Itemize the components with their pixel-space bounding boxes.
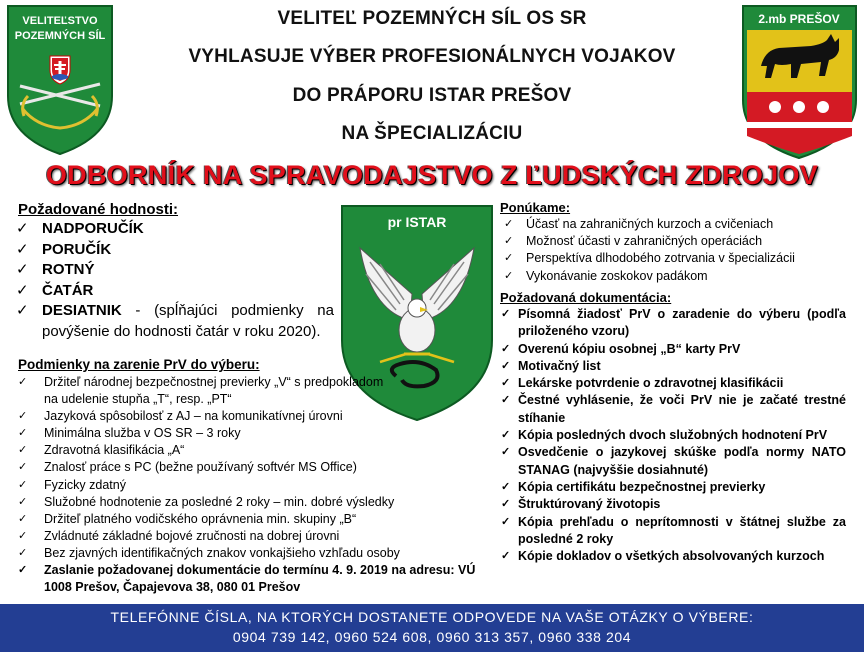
list-item: ✓ Osvedčenie o jazykovej skúške podľa normy NATO STANAG (najvyššie dosiahnuté) [501, 445, 846, 477]
checkmark-icon: ✓ [501, 515, 511, 528]
checkmark-icon: ✓ [504, 269, 514, 282]
emblem-left-line1: VELITEĽSTVO [22, 15, 98, 27]
list-item: ✓ Motivačný list [500, 358, 846, 375]
header-line-2: VYHLASUJE VÝBER PROFESIONÁLNYCH VOJAKOV [188, 46, 676, 67]
list-item: ✓ Minimálna služba v OS SR – 3 roky [18, 425, 488, 442]
ranks-title: Požadované hodnosti: [18, 201, 179, 218]
checkmark-icon: ✓ [16, 281, 29, 299]
list-item: ✓ Lekárske potvrdenie o zdravotnej klasifikácii [500, 375, 846, 392]
list-item: ✓ Držiteľ platného vodičského oprávnenia min. skupiny „B“ [18, 511, 488, 528]
header-line-1: VELITEĽ POZEMNÝCH SÍL OS SR [277, 8, 587, 29]
list-item: ✓ Možnosť účasti v zahraničných operáciách [500, 233, 850, 250]
list-item: ✓ Kópie dokladov o všetkých absolvovaných kurzoch [500, 548, 846, 565]
checkmark-icon: ✓ [18, 564, 28, 577]
list-item: ✓ Vykonávanie zoskokov padákom [500, 268, 850, 285]
deadline-item: ✓ Zaslanie požadovanej dokumentácie do termínu 4. 9. 2019 na adresu: VÚ 1008 Prešov, Čapajevova 38, 080 01 Prešov [18, 563, 476, 595]
list-item: ✓ Znalosť práce s PC (bežne používaný softvér MS Office) [18, 459, 488, 476]
checkmark-icon: ✓ [501, 550, 511, 563]
checkmark-icon: ✓ [16, 261, 29, 278]
emblem-right-label: 2.mb PREŠOV [758, 12, 840, 26]
header-line-3: DO PRÁPORU ISTAR PREŠOV [292, 85, 572, 106]
list-item: ✓ Overenú kópiu osobnej „B“ karty PrV [500, 341, 846, 358]
list-item: ✓ Držiteľ národnej bezpečnostnej previerky „V“ s predpokladom na udelenie stupňa „T“, resp. „PT“ [18, 375, 384, 407]
contact-footer [0, 604, 864, 652]
list-item: ✓ Kópia posledných dvoch služobných hodnotení PrV [500, 427, 846, 444]
ground-forces-emblem [6, 4, 114, 156]
checkmark-icon: ✓ [501, 359, 511, 372]
header-line-4: NA ŠPECIALIZÁCIU [341, 123, 523, 144]
list-item: ✓ Čestné vyhlásenie, že voči PrV nie je začaté trestné stíhanie [501, 393, 846, 425]
list-item: ✓ Perspektíva dlhodobého zotrvania v špecializácii [500, 250, 850, 267]
checkmark-icon: ✓ [18, 529, 28, 542]
list-item: ✓ Účasť na zahraničných kurzoch a cvičeniach [500, 216, 850, 233]
list-item: ✓ Kópia prehľadu o neprítomnosti v štátnej službe za posledné 2 roky [501, 514, 846, 546]
list-item: ✓ Písomná žiadosť PrV o zaradenie do výberu (podľa priloženého vzoru) [501, 307, 846, 339]
list-item: ✓ Bez zjavných identifikačných znakov vonkajšieho vzhľadu osoby [18, 545, 488, 562]
list-item: ✓ Štruktúrovaný životopis [500, 496, 846, 513]
checkmark-icon: ✓ [18, 461, 28, 474]
footer-heading: TELEFÓNNE ČÍSLA, NA KTORÝCH DOSTANETE ODPOVEDE NA VAŠE OTÁZKY O VÝBERE: [110, 609, 754, 625]
checkmark-icon: ✓ [16, 302, 29, 319]
checkmark-icon: ✓ [18, 512, 28, 525]
checkmark-icon: ✓ [18, 410, 28, 423]
list-item: ✓ Jazyková spôsobilosť z AJ – na komunikatívnej úrovni [18, 408, 488, 425]
checkmark-icon: ✓ [504, 235, 514, 248]
checkmark-icon: ✓ [18, 495, 28, 508]
checkmark-icon: ✓ [501, 480, 511, 493]
list-item: ✓ Zvládnuté základné bojové zručnosti na dobrej úrovni [18, 528, 488, 545]
list-item: ✓ Kópia certifikátu bezpečnostnej previerky [500, 479, 846, 496]
documents-list [500, 306, 846, 565]
list-item: ✓ Služobné hodnotenie za posledné 2 roky – min. dobré výsledky [18, 494, 488, 511]
checkmark-icon: ✓ [18, 376, 28, 388]
list-item: ✓ NADPORUČÍK [16, 219, 334, 240]
conditions-list [18, 374, 488, 596]
footer-phone-numbers: 0904 739 142, 0960 524 608, 0960 313 357, 0960 338 204 [232, 629, 632, 645]
list-item: ✓ Fyzicky zdatný [18, 477, 488, 494]
checkmark-icon: ✓ [18, 427, 28, 440]
emblem-left-line2: POZEMNÝCH SÍL [14, 30, 106, 42]
checkmark-icon: ✓ [501, 429, 511, 442]
checkmark-icon: ✓ [501, 342, 511, 355]
specialization-headline: ODBORNÍK NA SPRAVODAJSTVO Z ĽUDSKÝCH ZDROJOV [45, 160, 819, 190]
checkmark-icon: ✓ [501, 394, 511, 407]
checkmark-icon: ✓ [501, 308, 511, 320]
offers-title: Ponúkame: [500, 200, 571, 215]
checkmark-icon: ✓ [504, 218, 514, 230]
list-item: ✓ Zdravotná klasifikácia „A“ [18, 442, 488, 459]
checkmark-icon: ✓ [501, 498, 511, 511]
list-item: ✓ DESIATNIK - (spĺňajúci podmienky na povýšenie do hodnosti čatár v roku 2020). [16, 302, 334, 340]
conditions-title: Podmienky na zarenie PrV do výberu: [18, 357, 260, 372]
crest-icon [50, 56, 70, 84]
list-item: ✓ PORUČÍK [16, 240, 334, 261]
checkmark-icon: ✓ [504, 252, 514, 265]
offers-list [500, 216, 850, 285]
documents-title: Požadovaná dokumentácia: [500, 290, 672, 305]
checkmark-icon: ✓ [501, 377, 511, 390]
ranks-list [16, 219, 334, 342]
emblem-center-label: pr ISTAR [387, 214, 447, 230]
checkmark-icon: ✓ [16, 240, 29, 258]
checkmark-icon: ✓ [501, 446, 511, 459]
checkmark-icon: ✓ [18, 546, 28, 559]
list-item: ✓ ROTNÝ [16, 260, 334, 281]
checkmark-icon: ✓ [18, 444, 28, 457]
brigade-emblem [741, 4, 858, 160]
list-item: ✓ ČATÁR [16, 281, 334, 302]
checkmark-icon: ✓ [16, 220, 29, 237]
checkmark-icon: ✓ [18, 478, 28, 491]
